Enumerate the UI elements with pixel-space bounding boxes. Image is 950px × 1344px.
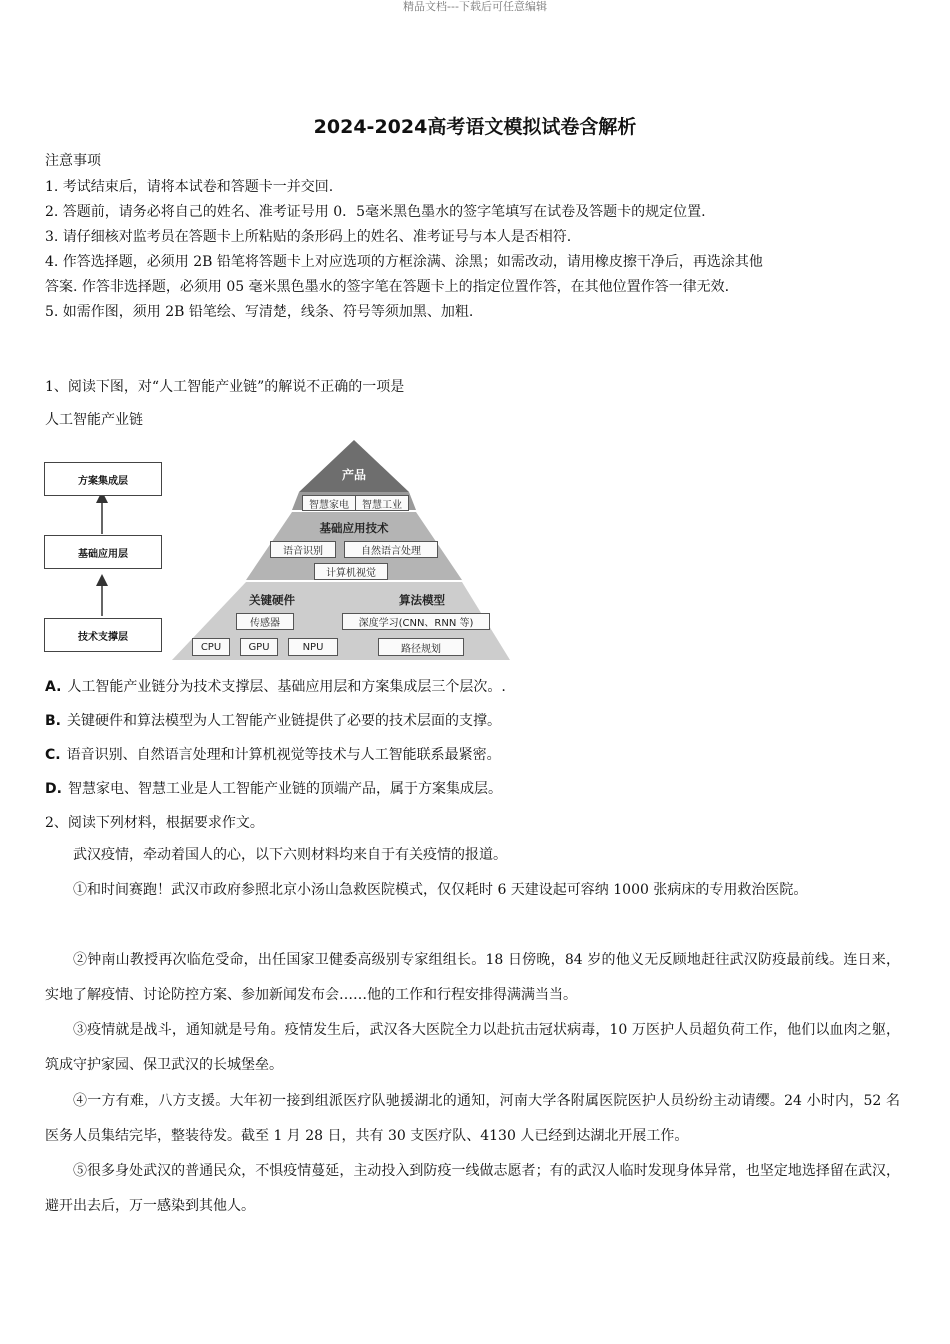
app-item: 自然语言处理	[344, 541, 438, 558]
option-letter: B.	[45, 713, 61, 729]
notice-heading: 注意事项	[45, 153, 101, 169]
ai-industry-chain-diagram	[44, 440, 514, 666]
q2-material: ②钟南山教授再次临危受命，出任国家卫健委高级别专家组组长。18 日傍晚，84 岁的他义无反顾地赶往武汉防疫最前线。连日来，实地了解疫情、讨论防控方案、参加新闻发布会……他的工作和行程安排得满满当当。	[45, 952, 900, 1003]
page-title: 2024-2024高考语文模拟试卷含解析	[313, 116, 637, 138]
q2-material: ⑤很多身处武汉的普通民众，不惧疫情蔓延，主动投入到防疫一线做志愿者；有的武汉人临时发现身体异常，也坚定地选择留在武汉，避开出去后，万一感染到其他人。	[45, 1163, 900, 1214]
notice-line: 1. 考试结束后，请将本试卷和答题卡一并交回.	[45, 179, 334, 195]
option-text: 人工智能产业链分为技术支撑层、基础应用层和方案集成层三个层次。.	[67, 679, 506, 695]
option-d	[45, 780, 914, 798]
product-item: 智慧家电	[302, 495, 356, 511]
q1-stem: 1、阅读下图，对“人工智能产业链”的解说不正确的一项是	[45, 379, 405, 395]
layer-application: 基础应用层	[44, 535, 162, 569]
figure-title: 人工智能产业链	[45, 412, 143, 428]
q2-intro: 武汉疫情，牵动着国人的心，以下六则材料均来自于有关疫情的报道。	[73, 847, 507, 863]
header-note: 精品文档---下载后可任意编辑	[403, 0, 547, 13]
algorithm-item: 路径规划	[378, 638, 464, 656]
option-letter: D.	[45, 781, 62, 797]
notice-line: 4. 作答选择题，必须用 2B 铅笔将答题卡上对应选项的方框涂满、涂黑；如需改动，请用橡皮擦干净后，再选涂其他	[45, 254, 763, 270]
option-text: 智慧家电、智慧工业是人工智能产业链的顶端产品，属于方案集成层。	[67, 781, 502, 797]
notice-line: 5. 如需作图，须用 2B 铅笔绘、写清楚，线条、符号等须加黑、加粗.	[45, 304, 474, 320]
q2-stem: 2、阅读下列材料，根据要求作文。	[45, 815, 264, 831]
hardware-item: NPU	[288, 638, 338, 656]
algorithm-item: 深度学习(CNN、RNN 等)	[342, 613, 490, 630]
q2-material: ③疫情就是战斗，通知就是号角。疫情发生后，武汉各大医院全力以赴抗击冠状病毒，10 万医护人员超负荷工作，他们以血肉之躯，筑成守护家园、保卫武汉的长城堡垒。	[45, 1022, 900, 1073]
notice-line: 2. 答题前，请务必将自己的姓名、准考证号用 0．5毫米黑色墨水的签字笔填写在试卷及答题卡的规定位置.	[45, 204, 706, 220]
option-letter: A.	[45, 679, 62, 695]
hardware-label: 关键硬件	[249, 593, 295, 607]
option-letter: C.	[45, 747, 61, 763]
pyramid-top-label: 产品	[341, 468, 366, 482]
algorithm-label: 算法模型	[399, 593, 445, 607]
option-c	[45, 746, 914, 764]
hardware-item: 传感器	[236, 613, 294, 630]
notice-line: 3. 请仔细核对监考员在答题卡上所粘贴的条形码上的姓名、准考证号与本人是否相符.	[45, 229, 572, 245]
q2-material: ①和时间赛跑！武汉市政府参照北京小汤山急救医院模式，仅仅耗时 6 天建设起可容纳 1000 张病床的专用救治医院。	[73, 882, 808, 898]
option-text: 语音识别、自然语言处理和计算机视觉等技术与人工智能联系最紧密。	[66, 747, 501, 763]
app-item: 语音识别	[270, 541, 336, 558]
q2-material: ④一方有难，八方支援。大年初一接到组派医疗队驰援湖北的通知，河南大学各附属医院医护人员纷纷主动请缨。24 小时内，52 名医务人员集结完毕，整装待发。截至 1 月 28 日，共有 30 支医疗队、4130 人已经到达湖北开展工作。	[45, 1093, 900, 1144]
notice-line: 答案. 作答非选择题，必须用 05 毫米黑色墨水的签字笔在答题卡上的指定位置作答，在其他位置作答一律无效.	[45, 279, 730, 295]
layer-tech-support: 技术支撑层	[44, 618, 162, 652]
app-item: 计算机视觉	[314, 563, 388, 580]
option-text: 关键硬件和算法模型为人工智能产业链提供了必要的技术层面的支撑。	[67, 713, 501, 729]
hardware-item: GPU	[240, 638, 278, 656]
option-b	[45, 712, 914, 730]
product-item: 智慧工业	[355, 495, 409, 511]
layer-solution: 方案集成层	[44, 462, 162, 496]
option-a	[45, 678, 914, 696]
app-tech-label: 基础应用技术	[319, 521, 389, 535]
hardware-item: CPU	[192, 638, 230, 656]
